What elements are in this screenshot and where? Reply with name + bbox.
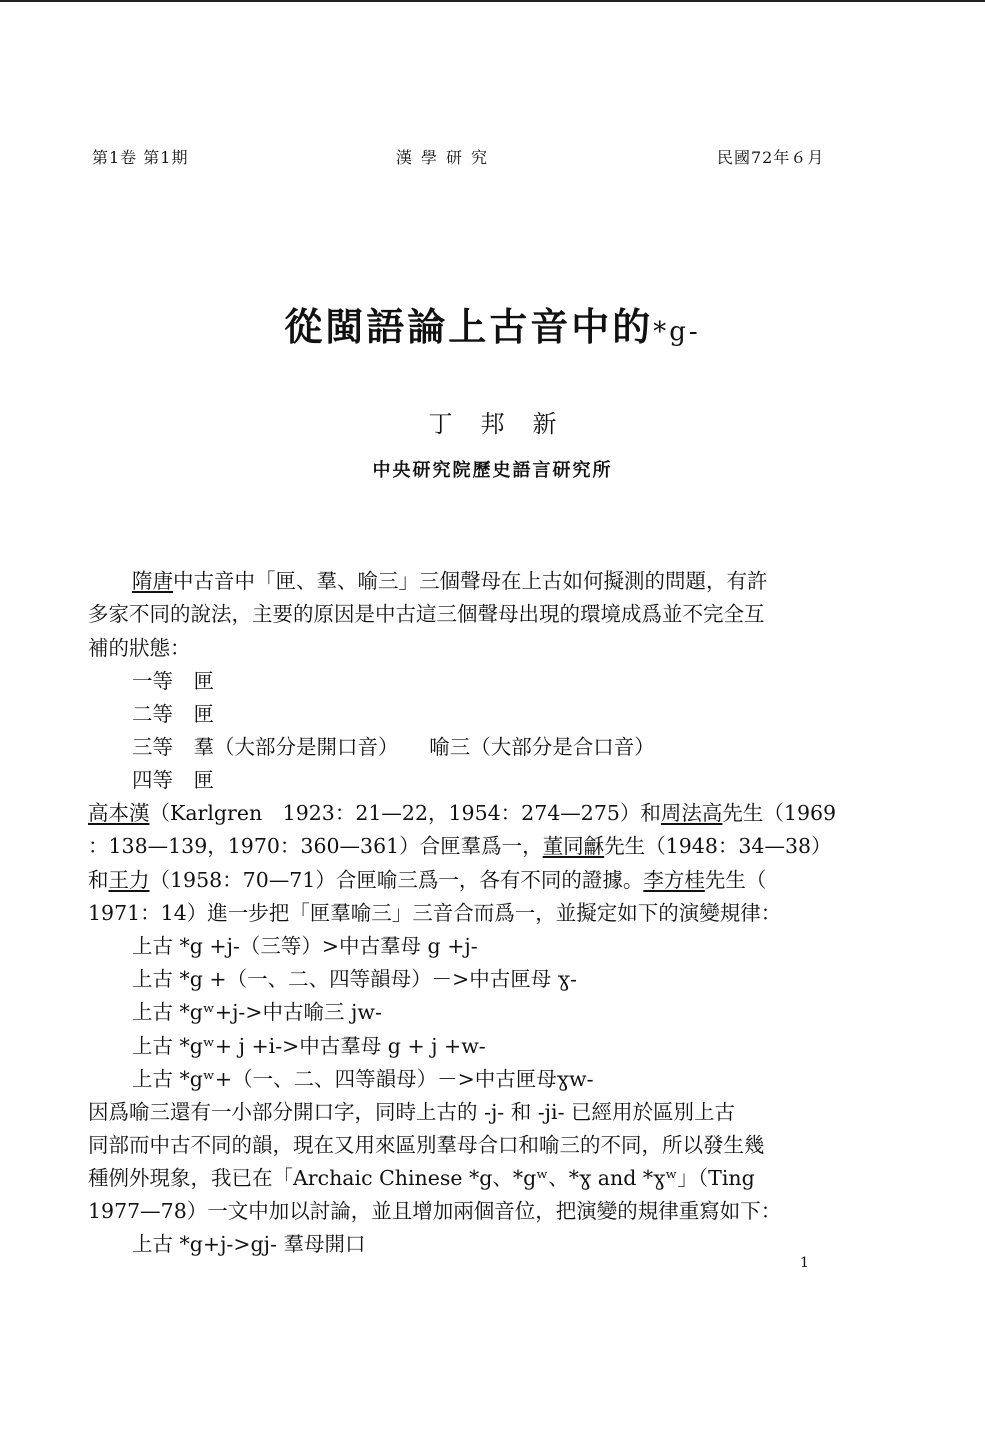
- paragraph-1-line-3: 補的狀態：: [88, 636, 191, 660]
- sound-change-rule-4: 上古 *gʷ+ j +i->中古羣母 g + j +w-: [132, 1034, 486, 1058]
- text-run: 中古音中「匣、羣、喻三」三個聲母在上古如何擬測的問題，有許: [173, 569, 768, 593]
- paragraph-2-line-4: 1971：14）進一步把「匣羣喻三」三音合而爲一，並擬定如下的演變規律：: [88, 901, 782, 925]
- paragraph-3-line-2: 同部而中古不同的韻，現在又用來區別羣母合口和喻三的不同，所以發生幾: [88, 1133, 765, 1157]
- paragraph-1-line-2: 多家不同的說法，主要的原因是中古這三個聲母出現的環境成爲並不完全互: [88, 602, 765, 626]
- author-affiliation: 中央研究院歷史語言研究所: [372, 460, 613, 481]
- sound-change-rule-5: 上古 *gʷ+（一、二、四等韻母）－>中古匣母ɣw-: [132, 1067, 594, 1091]
- top-border-rule: [0, 0, 985, 2]
- paragraph-3-line-3: 種例外現象，我已在「Archaic Chinese *g、*gʷ、*ɣ and *ɣʷ」（Ting: [88, 1166, 755, 1190]
- running-head-journal: 漢學研究: [396, 148, 497, 167]
- text-run: ：138—139，1970：360—361）合匣羣爲一，: [88, 834, 543, 858]
- sound-change-rule-3: 上古 *gʷ+j->中古喻三 jw-: [132, 1000, 382, 1024]
- text-run: 先生（1969: [722, 801, 837, 825]
- paragraph-2-line-1: [88, 799, 837, 827]
- grade-list-item-2: 二等 匣: [132, 702, 214, 726]
- paragraph-2-line-3: [88, 866, 818, 894]
- article-title-suffix: *g-: [653, 317, 701, 347]
- proper-name-dong-tonghe: 董同龢: [542, 834, 605, 858]
- running-head-date: 民國72年６月: [717, 148, 825, 167]
- paragraph-3-line-4: 1977—78）一文中加以討論，並且增加兩個音位，把演變的規律重寫如下：: [88, 1199, 782, 1223]
- text-run: （Karlgren 1923：21—22，1954：274—275）和: [149, 801, 661, 825]
- sound-change-rule-6: 上古 *g+j->gj- 羣母開口: [132, 1232, 366, 1256]
- proper-name-sui-tang: 隋唐: [132, 569, 173, 593]
- sound-change-rule-1: 上古 *g +j-（三等）>中古羣母 g +j-: [132, 934, 478, 958]
- sound-change-rule-2: 上古 *g +（一、二、四等韻母）－>中古匣母 ɣ-: [132, 967, 577, 991]
- grade-list-item-3: 三等 羣（大部分是開口音） 喻三（大部分是合口音）: [132, 735, 655, 759]
- page-number: 1: [800, 1255, 809, 1271]
- article-title: [0, 296, 985, 351]
- text-run: 和: [88, 868, 109, 892]
- grade-list-item-1: 一等 匣: [132, 669, 214, 693]
- paragraph-1-line-1: [132, 567, 818, 595]
- author-name: 丁邦新: [428, 410, 585, 438]
- article-title-text: 從閩語論上古音中的: [284, 304, 654, 349]
- proper-name-wang-li: 王力: [108, 868, 150, 892]
- running-head-volume: 第1卷 第1期: [92, 148, 189, 167]
- proper-name-karlgren: 高本漢: [88, 801, 150, 825]
- text-run: 先生（1948：34—38）: [604, 834, 832, 858]
- text-run: 先生（: [704, 868, 767, 892]
- paragraph-3-line-1: 因爲喻三還有一小部分開口字，同時上古的 -j- 和 -ji- 已經用於區別上古: [88, 1100, 736, 1124]
- proper-name-li-fanggui: 李方桂: [643, 868, 705, 892]
- text-run: （1958：70—71）合匣喻三爲一，各有不同的證據。: [149, 868, 644, 892]
- grade-list-item-4: 四等 匣: [132, 768, 214, 792]
- proper-name-zhou-fagao: 周法高: [660, 801, 723, 825]
- paragraph-2-line-2: [88, 832, 832, 860]
